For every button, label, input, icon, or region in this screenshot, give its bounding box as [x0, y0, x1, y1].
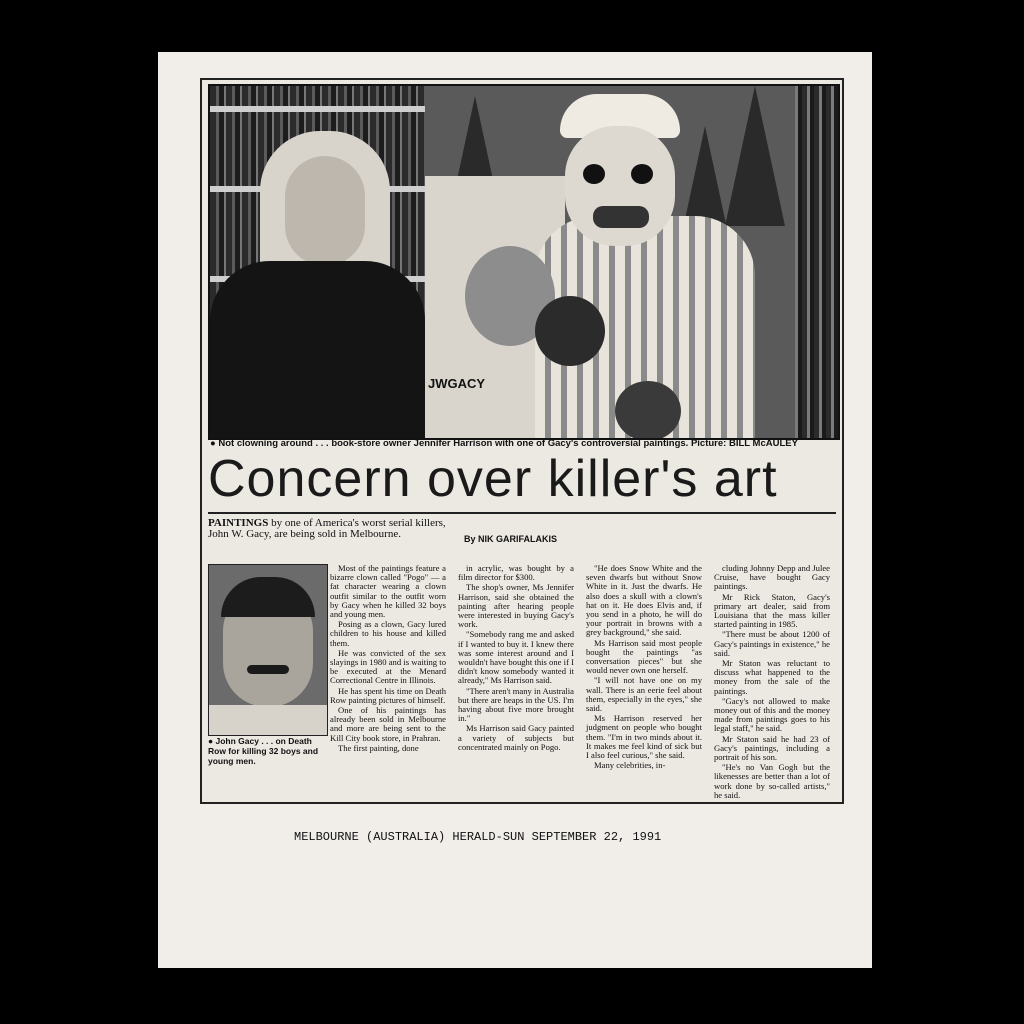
woman-face — [285, 156, 365, 266]
paragraph: "There must be about 1200 of Gacy's paintings in existence," he said. — [714, 629, 830, 658]
clown-eye — [631, 164, 653, 184]
newspaper-clipping-sheet — [158, 52, 872, 968]
paragraph: in acrylic, was bought by a film director for $300. — [458, 563, 574, 583]
article-column-3 — [586, 564, 702, 771]
paragraph: The first painting, done — [338, 742, 419, 753]
paragraph: Mr Staton was reluctant to discuss what happened to the money from the sale of the paintings. — [714, 658, 830, 696]
painting-signature: JWGACY — [428, 376, 486, 391]
paragraph: Mr Rick Staton, Gacy's primary art dealer, said from Louisiana that the mass killer started painting in 1985. — [714, 591, 830, 630]
byline: By NIK GARIFALAKIS — [464, 534, 558, 544]
clown-mouth — [593, 206, 649, 228]
headline: Concern over killer's art — [208, 450, 778, 508]
woman-body — [210, 261, 425, 440]
headline-rule — [208, 512, 836, 514]
paragraph: "Gacy's not allowed to make money out of this and the money made from paintings goes to his legal staff," he said. — [714, 695, 830, 734]
lead-paragraph — [208, 518, 458, 540]
clown-face — [565, 126, 675, 246]
paragraph: Posing as a clown, Gacy lured children to his house and killed them. — [330, 619, 446, 648]
paragraph: Mr Staton said he had 23 of Gacy's paintings, including a portrait of his son. — [714, 733, 830, 763]
paragraph: One of his paintings has already been sold in Melbourne and more are being sent to the Kill City book store, in Prahran. — [330, 705, 446, 743]
source-dateline: MELBOURNE (AUSTRALIA) HERALD-SUN SEPTEMBER 22, 1991 — [294, 830, 662, 844]
paragraph: Ms Harrison reserved her judgment on people who bought them. "I'm in two minds about it. It makes me feel kind of sick but I also feel curious," she said. — [586, 713, 702, 761]
balloon — [615, 381, 681, 440]
paragraph: "He's no Van Gogh but the likenesses are better than a lot of work done by so-called artists," he said. — [714, 762, 830, 800]
paragraph: The shop's owner, Ms Jennifer Harrison, said she obtained the painting after hearing people were interested in buying Gacy's work. — [458, 582, 574, 630]
lead-text: by one of America's worst serial killers, John W. Gacy, are being sold in Melbourne. — [208, 517, 446, 540]
paragraph: Ms Harrison said most people bought the paintings "as conversation pieces" but she would never own one herself. — [586, 637, 702, 676]
mugshot-shirt — [209, 705, 327, 736]
mugshot-moustache — [247, 665, 289, 674]
gacy-mugshot — [208, 564, 328, 736]
article-column-2 — [458, 564, 574, 753]
shelf-board — [210, 106, 440, 112]
clown-eye — [583, 164, 605, 184]
lead-strong: PAINTINGS — [208, 517, 269, 529]
paragraph: Most of the paintings feature a bizarre clown called "Pogo" — a fat character wearing a clown outfit similar to the outfit worn by Gacy when he killed 32 boys and young men. — [330, 563, 446, 620]
paragraph: "Somebody rang me and asked if I wanted to buy it. I knew there was some interest around and I wouldn't have bought this one if I didn't know somebody wanted it already," Ms Harrison said. — [458, 629, 574, 686]
paragraph: "I will not have one on my wall. There is an eerie feel about them, especially in the eyes," she said. — [586, 675, 702, 714]
bookshelf-right — [790, 86, 838, 438]
photo-caption: ● Not clowning around . . . book-store owner Jennifer Harrison with one of Gacy's controversial paintings. Picture: BILL McAULEY — [210, 438, 798, 449]
paragraph: He has spent his time on Death Row painting pictures of himself. — [330, 685, 446, 705]
paragraph: Many celebrities, in- — [594, 760, 666, 771]
paragraph: "He does Snow White and the seven dwarfs but without Snow White in it. Just the dwarfs. He also does a skull with a clown's hat on it. He does Elvis and, if you send in a photo, he will do your portrait in browns with a grey background," she said. — [586, 563, 702, 638]
paragraph: Ms Harrison said Gacy painted a variety of subjects but concentrated mainly on Pogo. — [458, 723, 574, 752]
paragraph: "There aren't many in Australia but there are heaps in the US. I'm having about five more brought in." — [458, 685, 574, 724]
article-photo — [208, 84, 840, 440]
article-column-1 — [330, 564, 446, 754]
balloon — [535, 296, 605, 366]
article-column-4 — [714, 564, 830, 801]
article-clipping — [200, 78, 844, 804]
mugshot-caption: ● John Gacy . . . on Death Row for killing 32 boys and young men. — [208, 736, 319, 766]
mugshot-hair — [221, 577, 315, 617]
paragraph: cluding Johnny Depp and Julee Cruise, have bought Gacy paintings. — [714, 563, 830, 592]
paragraph: He was convicted of the sex slayings in 1980 and is waiting to be executed at the Menard Correctional Centre in Illinois. — [330, 647, 446, 686]
